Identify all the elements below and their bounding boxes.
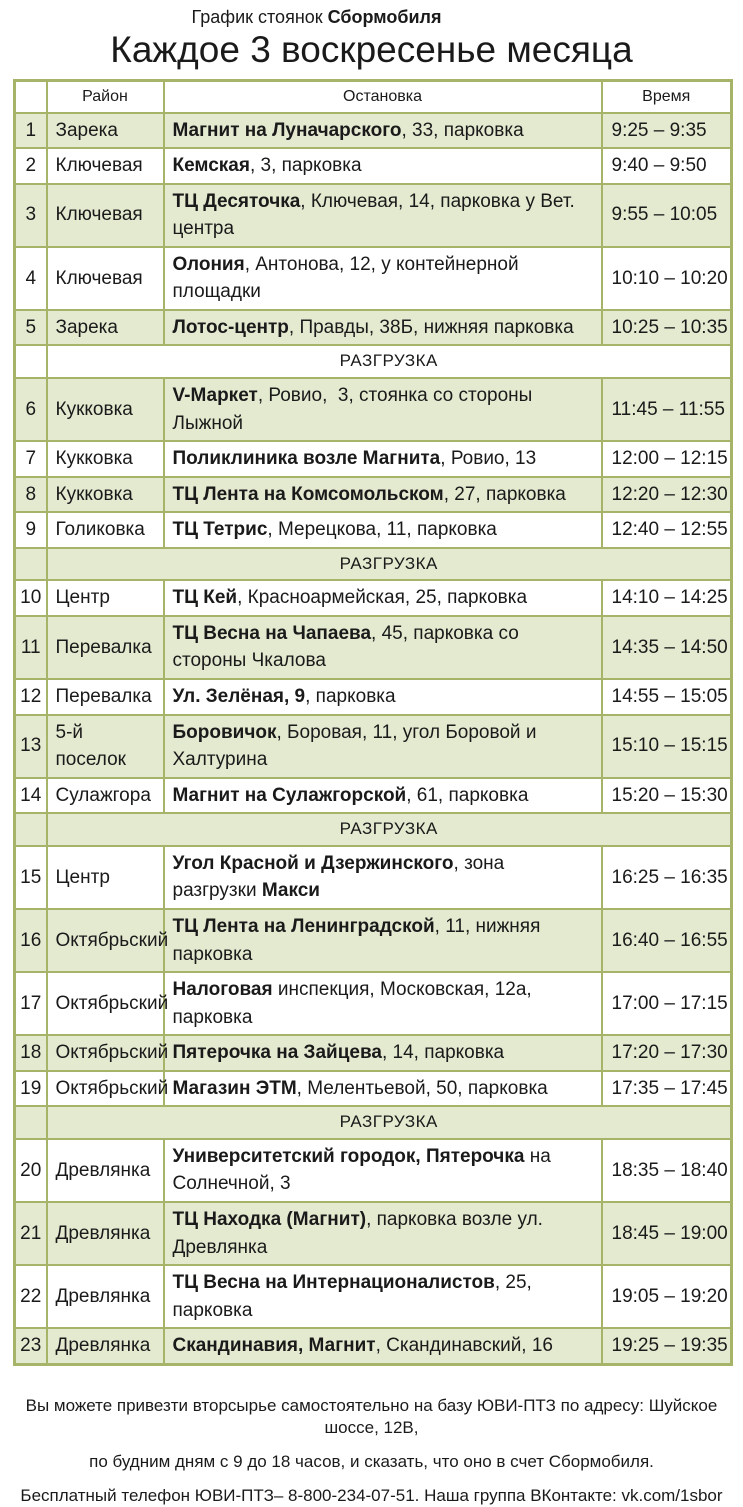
row-time: 14:10 – 14:25: [602, 580, 732, 616]
row-number: 10: [15, 580, 47, 616]
stop-name-bold: ТЦ Тетрис: [172, 519, 268, 541]
table-row: [15, 184, 732, 247]
row-district: 5-й поселок: [47, 715, 164, 778]
row-district: Перевалка: [47, 679, 164, 715]
table-row: [15, 441, 732, 477]
row-district: Центр: [47, 580, 164, 616]
row-stop: [164, 113, 602, 149]
row-stop: [164, 846, 602, 909]
row-district: Древлянка: [47, 1265, 164, 1328]
stop-name-bold: Ул. Зелёная, 9: [172, 686, 306, 708]
row-stop: [164, 477, 602, 513]
table-row: [15, 378, 732, 441]
row-district: Кукковка: [47, 441, 164, 477]
table-row: [15, 148, 732, 184]
row-time: 15:20 – 15:30: [602, 778, 732, 814]
stop-name-bold: Поликлиника возле Магнита: [172, 448, 441, 470]
row-stop: [164, 310, 602, 346]
stop-name-bold: ТЦ Находка (Магнит): [172, 1208, 367, 1230]
table-row: [15, 1071, 732, 1107]
row-time: 17:35 – 17:45: [602, 1071, 732, 1107]
row-number: 9: [15, 512, 47, 548]
stop-name-bold: Лотос-центр: [172, 316, 289, 338]
row-district: Перевалка: [47, 616, 164, 679]
unload-row: [15, 1106, 732, 1139]
row-stop: [164, 184, 602, 247]
row-number: 14: [15, 778, 47, 814]
stop-name-bold: Магазин ЭТМ: [172, 1077, 297, 1099]
column-header-number: [15, 80, 47, 113]
table-row: [15, 512, 732, 548]
row-district: Октябрьский: [47, 1071, 164, 1107]
unload-row: [15, 345, 732, 378]
row-number: 22: [15, 1265, 47, 1328]
page-subtitle: [0, 7, 688, 28]
row-time: 14:35 – 14:50: [602, 616, 732, 679]
row-time: 14:55 – 15:05: [602, 679, 732, 715]
table-row: [15, 909, 732, 972]
stop-name-bold: Олония: [172, 253, 245, 275]
table-row: [15, 1035, 732, 1071]
subtitle-regular-text: График стоянок: [191, 7, 328, 27]
row-stop: [164, 1202, 602, 1265]
row-number: 15: [15, 846, 47, 909]
row-district: Зарека: [47, 113, 164, 149]
stop-detail-text: , 14, парковка: [381, 1042, 505, 1064]
row-stop: [164, 441, 602, 477]
row-number: 18: [15, 1035, 47, 1071]
row-stop: [164, 512, 602, 548]
row-time: 12:20 – 12:30: [602, 477, 732, 513]
stop-detail-text: , Правды, 38Б, нижняя парковка: [288, 316, 574, 338]
row-stop: [164, 1139, 602, 1202]
row-time: 11:45 – 11:55: [602, 378, 732, 441]
footer-line-contacts: Бесплатный телефон ЮВИ-ПТЗ– 8-800-234-07-51. Наша группа ВКонтакте: vk.com/1sbor: [20, 1485, 723, 1505]
stop-detail-text: , Ровио, 13: [440, 448, 537, 470]
stop-name-bold: ТЦ Лента на Комсомольском: [172, 483, 444, 505]
stop-detail-text: , Ключевая, 14, парковка у Вет. центра: [172, 190, 581, 240]
row-time: 17:20 – 17:30: [602, 1035, 732, 1071]
unload-label: РАЗГРУЗКА: [47, 548, 732, 581]
unload-label: РАЗГРУЗКА: [47, 345, 732, 378]
row-number: 23: [15, 1328, 47, 1364]
row-district: Ключевая: [47, 148, 164, 184]
stop-name-bold: ТЦ Кей: [172, 587, 238, 609]
row-time: 19:05 – 19:20: [602, 1265, 732, 1328]
row-time: 15:10 – 15:15: [602, 715, 732, 778]
row-number-cell: [15, 1106, 47, 1139]
row-district: Сулажгора: [47, 778, 164, 814]
row-district: Ключевая: [47, 184, 164, 247]
row-number: 20: [15, 1139, 47, 1202]
column-header-time: Время: [602, 80, 732, 113]
stop-name-bold: Скандинавия, Магнит: [172, 1335, 376, 1357]
row-time: 12:40 – 12:55: [602, 512, 732, 548]
table-row: [15, 113, 732, 149]
row-number: 17: [15, 972, 47, 1035]
row-time: 18:35 – 18:40: [602, 1139, 732, 1202]
table-row: [15, 846, 732, 909]
row-number-cell: [15, 813, 47, 846]
row-number: 16: [15, 909, 47, 972]
table-row: [15, 616, 732, 679]
table-row: [15, 1265, 732, 1328]
row-district: Октябрьский: [47, 909, 164, 972]
row-district: Древлянка: [47, 1328, 164, 1364]
row-number: 5: [15, 310, 47, 346]
table-row: [15, 310, 732, 346]
schedule-table-body: [15, 113, 732, 1365]
stop-name-bold: Угол Красной и Дзержинского: [172, 852, 454, 874]
stop-detail-text: , 45, парковка со стороны Чкалова: [172, 622, 525, 672]
stop-name-bold: ТЦ Весна на Чапаева: [172, 622, 372, 644]
table-row: [15, 477, 732, 513]
stop-detail-text: , 27, парковка: [443, 483, 566, 505]
row-number: 13: [15, 715, 47, 778]
row-stop: [164, 1071, 602, 1107]
row-stop: [164, 715, 602, 778]
stop-detail-text: , Ровио, 3, стоянка со стороны Лыжной: [172, 385, 538, 434]
page-title: Каждое 3 воскресенье месяца: [110, 29, 633, 70]
row-time: 10:25 – 10:35: [602, 310, 732, 346]
row-district: Голиковка: [47, 512, 164, 548]
row-district: Кукковка: [47, 477, 164, 513]
footer-note: [0, 1395, 743, 1507]
schedule-table: [13, 79, 733, 1366]
schedule-table-container: [13, 79, 730, 1366]
stop-name-bold: Пятерочка на Зайцева: [172, 1042, 382, 1064]
table-row: [15, 715, 732, 778]
stop-detail-text: инспекция, Московская, 12а, парковка: [172, 979, 537, 1028]
header-row: [15, 80, 732, 113]
row-stop: [164, 580, 602, 616]
row-stop: [164, 378, 602, 441]
footer-line-dropoff-address: Вы можете привезти вторсырье самостоятельно на базу ЮВИ-ПТЗ по адресу: Шуйское шоссе, 12В,: [25, 1395, 718, 1437]
stop-detail-text: , Мелентьевой, 50, парковка: [296, 1077, 548, 1099]
row-time: 12:00 – 12:15: [602, 441, 732, 477]
table-row: [15, 972, 732, 1035]
row-district: Центр: [47, 846, 164, 909]
row-time: 17:00 – 17:15: [602, 972, 732, 1035]
stop-name-bold: Макси: [261, 880, 320, 902]
table-row: [15, 679, 732, 715]
stop-name-bold: ТЦ Десяточка: [172, 190, 301, 212]
row-stop: [164, 247, 602, 310]
stop-detail-text: , Красноармейская, 25, парковка: [237, 587, 528, 609]
unload-row: [15, 813, 732, 846]
row-number-cell: [15, 345, 47, 378]
stop-name-bold: Боровичок: [172, 721, 277, 743]
stop-name-bold: Кемская: [172, 155, 250, 177]
row-number: 11: [15, 616, 47, 679]
table-row: [15, 1328, 732, 1364]
stop-name-bold: Магнит на Сулажгорской: [172, 784, 407, 806]
stop-detail-text: , 33, парковка: [401, 119, 524, 141]
stop-name-bold: Налоговая: [172, 979, 273, 1001]
row-time: 16:40 – 16:55: [602, 909, 732, 972]
unload-label: РАЗГРУЗКА: [47, 1106, 732, 1139]
stop-name-bold: ТЦ Лента на Ленинградской: [172, 915, 435, 937]
row-number-cell: [15, 548, 47, 581]
subtitle-brand-text: Сбормобиля: [327, 7, 442, 27]
stop-detail-text: , парковка: [305, 686, 396, 708]
row-number: 8: [15, 477, 47, 513]
row-number: 12: [15, 679, 47, 715]
unload-label: РАЗГРУЗКА: [47, 813, 732, 846]
footer-line-dropoff-hours: по будним дням с 9 до 18 часов, и сказать, что оно в счет Сбормобиля.: [89, 1451, 654, 1471]
row-number: 3: [15, 184, 47, 247]
unload-row: [15, 548, 732, 581]
stop-name-bold: ТЦ Весна на Интернационалистов: [172, 1272, 495, 1294]
stop-detail-text: , 11, нижняя парковка: [172, 915, 546, 965]
row-stop: [164, 1328, 602, 1364]
row-stop: [164, 909, 602, 972]
stop-detail-text: , парковка возле ул. Древлянка: [172, 1208, 549, 1258]
row-number: 4: [15, 247, 47, 310]
row-time: 9:55 – 10:05: [602, 184, 732, 247]
stop-detail-text: , Боровая, 11, угол Боровой и Халтурина: [172, 721, 542, 771]
row-number: 1: [15, 113, 47, 149]
table-row: [15, 1202, 732, 1265]
row-district: Октябрьский: [47, 972, 164, 1035]
table-row: [15, 247, 732, 310]
row-number: 19: [15, 1071, 47, 1107]
stop-detail-text: , Антонова, 12, у контейнерной площадки: [172, 253, 524, 303]
row-stop: [164, 778, 602, 814]
column-header-district: Район: [47, 80, 164, 113]
row-stop: [164, 679, 602, 715]
row-district: Древлянка: [47, 1139, 164, 1202]
row-district: Кукковка: [47, 378, 164, 441]
row-time: 9:25 – 9:35: [602, 113, 732, 149]
stop-detail-text: , Мерецкова, 11, парковка: [267, 519, 497, 541]
table-row: [15, 580, 732, 616]
stop-name-bold: V-Маркет: [172, 385, 258, 407]
row-district: Ключевая: [47, 247, 164, 310]
row-district: Октябрьский: [47, 1035, 164, 1071]
row-stop: [164, 1035, 602, 1071]
row-stop: [164, 972, 602, 1035]
row-number: 2: [15, 148, 47, 184]
row-time: 16:25 – 16:35: [602, 846, 732, 909]
stop-name-bold: Магнит на Луначарского: [172, 119, 402, 141]
table-row: [15, 778, 732, 814]
row-district: Древлянка: [47, 1202, 164, 1265]
stop-name-bold: Университетский городок, Пятерочка: [172, 1145, 525, 1167]
row-stop: [164, 1265, 602, 1328]
row-stop: [164, 148, 602, 184]
row-stop: [164, 616, 602, 679]
stop-detail-text: , Скандинавский, 16: [375, 1335, 554, 1357]
row-time: 19:25 – 19:35: [602, 1328, 732, 1364]
row-time: 18:45 – 19:00: [602, 1202, 732, 1265]
stop-detail-text: , 61, парковка: [406, 784, 529, 806]
row-time: 10:10 – 10:20: [602, 247, 732, 310]
stop-detail-text: , 3, парковка: [249, 155, 362, 177]
row-number: 21: [15, 1202, 47, 1265]
column-header-stop: Остановка: [164, 80, 602, 113]
stop-detail-text: , 25, парковка: [172, 1272, 538, 1321]
row-number: 6: [15, 378, 47, 441]
row-number: 7: [15, 441, 47, 477]
row-district: Зарека: [47, 310, 164, 346]
stop-detail-text: на Солнечной, 3: [172, 1145, 557, 1195]
row-time: 9:40 – 9:50: [602, 148, 732, 184]
table-row: [15, 1139, 732, 1202]
stop-detail-text: , зона разгрузки: [172, 852, 510, 902]
